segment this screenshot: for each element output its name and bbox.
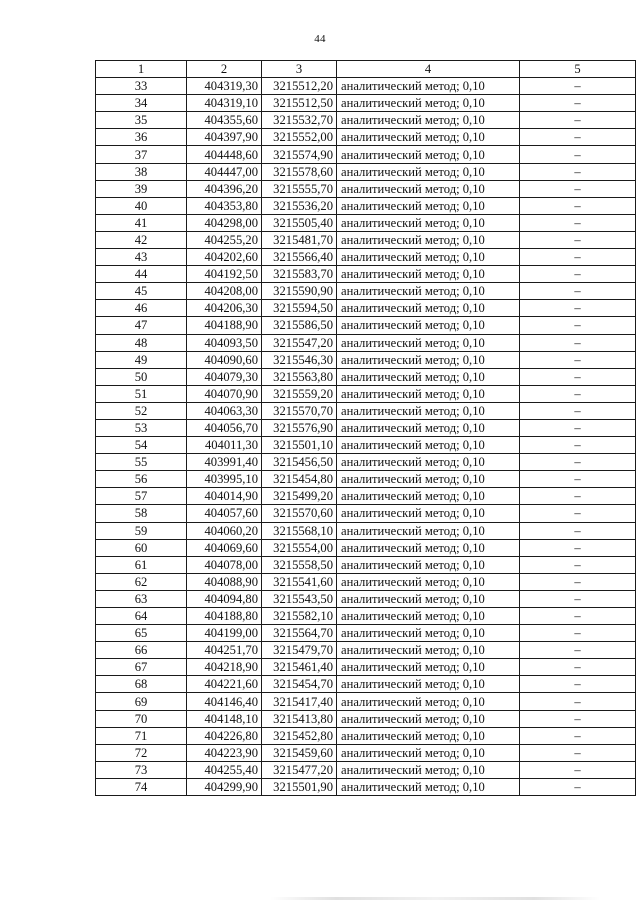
point-number-cell: 62 [96,573,187,590]
description-cell: – [520,249,636,266]
method-cell: аналитический метод; 0,10 [337,351,520,368]
description-cell: – [520,659,636,676]
y-coordinate-cell: 3215505,40 [262,214,337,231]
point-number-cell: 63 [96,590,187,607]
method-cell: аналитический метод; 0,10 [337,625,520,642]
table-row [96,300,636,317]
y-coordinate-cell: 3215541,60 [262,573,337,590]
method-cell: аналитический метод; 0,10 [337,539,520,556]
description-cell: – [520,488,636,505]
point-number-cell: 35 [96,112,187,129]
method-cell: аналитический метод; 0,10 [337,727,520,744]
y-coordinate-cell: 3215456,50 [262,454,337,471]
table-row [96,266,636,283]
x-coordinate-cell: 404070,90 [187,385,262,402]
description-cell: – [520,78,636,95]
table-row [96,522,636,539]
header-cell-description: 5 [520,61,636,78]
point-number-cell: 45 [96,283,187,300]
x-coordinate-cell: 404056,70 [187,419,262,436]
point-number-cell: 50 [96,368,187,385]
x-coordinate-cell: 404094,80 [187,590,262,607]
description-cell: – [520,608,636,625]
table-row [96,163,636,180]
table-row [96,334,636,351]
point-number-cell: 73 [96,761,187,778]
y-coordinate-cell: 3215454,80 [262,471,337,488]
scan-artifact [270,897,600,900]
x-coordinate-cell: 404014,90 [187,488,262,505]
description-cell: – [520,556,636,573]
table-row [96,744,636,761]
method-cell: аналитический метод; 0,10 [337,659,520,676]
point-number-cell: 46 [96,300,187,317]
y-coordinate-cell: 3215413,80 [262,710,337,727]
table-row [96,590,636,607]
description-cell: – [520,334,636,351]
description-cell: – [520,368,636,385]
x-coordinate-cell: 404298,00 [187,214,262,231]
table-row [96,454,636,471]
point-number-cell: 40 [96,197,187,214]
point-number-cell: 68 [96,676,187,693]
description-cell: – [520,300,636,317]
x-coordinate-cell: 404206,30 [187,300,262,317]
method-cell: аналитический метод; 0,10 [337,608,520,625]
header-cell-point-number: 1 [96,61,187,78]
y-coordinate-cell: 3215479,70 [262,642,337,659]
point-number-cell: 65 [96,625,187,642]
x-coordinate-cell: 404221,60 [187,676,262,693]
point-number-cell: 49 [96,351,187,368]
header-row [96,61,636,78]
y-coordinate-cell: 3215578,60 [262,163,337,180]
point-number-cell: 64 [96,608,187,625]
y-coordinate-cell: 3215552,00 [262,129,337,146]
x-coordinate-cell: 404226,80 [187,727,262,744]
description-cell: – [520,505,636,522]
description-cell: – [520,761,636,778]
description-cell: – [520,419,636,436]
x-coordinate-cell: 404079,30 [187,368,262,385]
method-cell: аналитический метод; 0,10 [337,231,520,248]
description-cell: – [520,283,636,300]
y-coordinate-cell: 3215512,20 [262,78,337,95]
table-row [96,95,636,112]
description-cell: – [520,231,636,248]
point-number-cell: 42 [96,231,187,248]
header-cell-method: 4 [337,61,520,78]
y-coordinate-cell: 3215477,20 [262,761,337,778]
x-coordinate-cell: 404090,60 [187,351,262,368]
x-coordinate-cell: 404223,90 [187,744,262,761]
point-number-cell: 69 [96,693,187,710]
x-coordinate-cell: 404396,20 [187,180,262,197]
table-row [96,471,636,488]
table-row [96,659,636,676]
method-cell: аналитический метод; 0,10 [337,522,520,539]
y-coordinate-cell: 3215417,40 [262,693,337,710]
table-row [96,129,636,146]
description-cell: – [520,112,636,129]
y-coordinate-cell: 3215563,80 [262,368,337,385]
method-cell: аналитический метод; 0,10 [337,180,520,197]
y-coordinate-cell: 3215586,50 [262,317,337,334]
x-coordinate-cell: 404208,00 [187,283,262,300]
point-number-cell: 43 [96,249,187,266]
point-number-cell: 56 [96,471,187,488]
point-number-cell: 52 [96,402,187,419]
table-row [96,283,636,300]
method-cell: аналитический метод; 0,10 [337,778,520,795]
x-coordinate-cell: 404251,70 [187,642,262,659]
description-cell: – [520,197,636,214]
point-number-cell: 67 [96,659,187,676]
description-cell: – [520,95,636,112]
point-number-cell: 34 [96,95,187,112]
method-cell: аналитический метод; 0,10 [337,197,520,214]
point-number-cell: 53 [96,419,187,436]
x-coordinate-cell: 404448,60 [187,146,262,163]
method-cell: аналитический метод; 0,10 [337,437,520,454]
point-number-cell: 74 [96,778,187,795]
description-cell: – [520,710,636,727]
header-cell-x-coordinate: 2 [187,61,262,78]
x-coordinate-cell: 404353,80 [187,197,262,214]
method-cell: аналитический метод; 0,10 [337,129,520,146]
x-coordinate-cell: 404299,90 [187,778,262,795]
x-coordinate-cell: 403995,10 [187,471,262,488]
point-number-cell: 54 [96,437,187,454]
method-cell: аналитический метод; 0,10 [337,693,520,710]
description-cell: – [520,146,636,163]
header-cell-y-coordinate: 3 [262,61,337,78]
method-cell: аналитический метод; 0,10 [337,317,520,334]
y-coordinate-cell: 3215570,70 [262,402,337,419]
point-number-cell: 59 [96,522,187,539]
x-coordinate-cell: 404011,30 [187,437,262,454]
method-cell: аналитический метод; 0,10 [337,710,520,727]
x-coordinate-cell: 404069,60 [187,539,262,556]
coordinates-table [95,60,636,796]
point-number-cell: 60 [96,539,187,556]
table-row [96,197,636,214]
y-coordinate-cell: 3215554,00 [262,539,337,556]
method-cell: аналитический метод; 0,10 [337,471,520,488]
description-cell: – [520,471,636,488]
y-coordinate-cell: 3215547,20 [262,334,337,351]
method-cell: аналитический метод; 0,10 [337,488,520,505]
method-cell: аналитический метод; 0,10 [337,573,520,590]
y-coordinate-cell: 3215566,40 [262,249,337,266]
table-row [96,112,636,129]
description-cell: – [520,317,636,334]
description-cell: – [520,744,636,761]
method-cell: аналитический метод; 0,10 [337,334,520,351]
method-cell: аналитический метод; 0,10 [337,163,520,180]
x-coordinate-cell: 404255,20 [187,231,262,248]
y-coordinate-cell: 3215564,70 [262,625,337,642]
description-cell: – [520,129,636,146]
x-coordinate-cell: 404192,50 [187,266,262,283]
x-coordinate-cell: 404060,20 [187,522,262,539]
y-coordinate-cell: 3215543,50 [262,590,337,607]
point-number-cell: 57 [96,488,187,505]
description-cell: – [520,778,636,795]
table-row [96,231,636,248]
description-cell: – [520,590,636,607]
table-row [96,385,636,402]
method-cell: аналитический метод; 0,10 [337,385,520,402]
x-coordinate-cell: 404148,10 [187,710,262,727]
table-row [96,727,636,744]
description-cell: – [520,385,636,402]
method-cell: аналитический метод; 0,10 [337,556,520,573]
method-cell: аналитический метод; 0,10 [337,642,520,659]
table-row [96,676,636,693]
y-coordinate-cell: 3215574,90 [262,146,337,163]
method-cell: аналитический метод; 0,10 [337,283,520,300]
table-row [96,778,636,795]
method-cell: аналитический метод; 0,10 [337,368,520,385]
y-coordinate-cell: 3215558,50 [262,556,337,573]
description-cell: – [520,676,636,693]
table-row [96,78,636,95]
method-cell: аналитический метод; 0,10 [337,454,520,471]
point-number-cell: 33 [96,78,187,95]
point-number-cell: 47 [96,317,187,334]
y-coordinate-cell: 3215481,70 [262,231,337,248]
x-coordinate-cell: 404188,80 [187,608,262,625]
table-row [96,642,636,659]
point-number-cell: 44 [96,266,187,283]
method-cell: аналитический метод; 0,10 [337,590,520,607]
table-row [96,180,636,197]
method-cell: аналитический метод; 0,10 [337,744,520,761]
method-cell: аналитический метод; 0,10 [337,300,520,317]
x-coordinate-cell: 404355,60 [187,112,262,129]
x-coordinate-cell: 404078,00 [187,556,262,573]
page-number: 44 [314,33,326,45]
method-cell: аналитический метод; 0,10 [337,146,520,163]
method-cell: аналитический метод; 0,10 [337,419,520,436]
point-number-cell: 58 [96,505,187,522]
method-cell: аналитический метод; 0,10 [337,95,520,112]
table-row [96,625,636,642]
table-row [96,249,636,266]
x-coordinate-cell: 404447,00 [187,163,262,180]
y-coordinate-cell: 3215461,40 [262,659,337,676]
point-number-cell: 48 [96,334,187,351]
x-coordinate-cell: 404063,30 [187,402,262,419]
table-row [96,488,636,505]
method-cell: аналитический метод; 0,10 [337,676,520,693]
table-header [96,61,636,78]
method-cell: аналитический метод; 0,10 [337,266,520,283]
table-row [96,146,636,163]
point-number-cell: 70 [96,710,187,727]
table-body [96,78,636,796]
y-coordinate-cell: 3215582,10 [262,608,337,625]
y-coordinate-cell: 3215576,90 [262,419,337,436]
point-number-cell: 37 [96,146,187,163]
y-coordinate-cell: 3215452,80 [262,727,337,744]
table-row [96,693,636,710]
point-number-cell: 51 [96,385,187,402]
table-row [96,556,636,573]
table-row [96,710,636,727]
x-coordinate-cell: 404218,90 [187,659,262,676]
description-cell: – [520,454,636,471]
table-row [96,608,636,625]
x-coordinate-cell: 404088,90 [187,573,262,590]
y-coordinate-cell: 3215499,20 [262,488,337,505]
description-cell: – [520,266,636,283]
description-cell: – [520,625,636,642]
point-number-cell: 39 [96,180,187,197]
method-cell: аналитический метод; 0,10 [337,78,520,95]
table-row [96,437,636,454]
point-number-cell: 61 [96,556,187,573]
method-cell: аналитический метод; 0,10 [337,214,520,231]
table-row [96,539,636,556]
description-cell: – [520,727,636,744]
method-cell: аналитический метод; 0,10 [337,112,520,129]
table-row [96,573,636,590]
x-coordinate-cell: 404319,10 [187,95,262,112]
x-coordinate-cell: 404255,40 [187,761,262,778]
y-coordinate-cell: 3215501,90 [262,778,337,795]
table-row [96,351,636,368]
y-coordinate-cell: 3215594,50 [262,300,337,317]
description-cell: – [520,539,636,556]
description-cell: – [520,522,636,539]
point-number-cell: 55 [96,454,187,471]
point-number-cell: 72 [96,744,187,761]
x-coordinate-cell: 404146,40 [187,693,262,710]
description-cell: – [520,693,636,710]
x-coordinate-cell: 404397,90 [187,129,262,146]
table-row [96,214,636,231]
table-row [96,419,636,436]
y-coordinate-cell: 3215454,70 [262,676,337,693]
x-coordinate-cell: 404188,90 [187,317,262,334]
description-cell: – [520,402,636,419]
description-cell: – [520,573,636,590]
table-row [96,402,636,419]
y-coordinate-cell: 3215570,60 [262,505,337,522]
y-coordinate-cell: 3215559,20 [262,385,337,402]
x-coordinate-cell: 404057,60 [187,505,262,522]
method-cell: аналитический метод; 0,10 [337,761,520,778]
description-cell: – [520,180,636,197]
description-cell: – [520,214,636,231]
table-row [96,368,636,385]
y-coordinate-cell: 3215501,10 [262,437,337,454]
point-number-cell: 66 [96,642,187,659]
y-coordinate-cell: 3215590,90 [262,283,337,300]
point-number-cell: 71 [96,727,187,744]
x-coordinate-cell: 404319,30 [187,78,262,95]
y-coordinate-cell: 3215555,70 [262,180,337,197]
x-coordinate-cell: 403991,40 [187,454,262,471]
y-coordinate-cell: 3215583,70 [262,266,337,283]
point-number-cell: 41 [96,214,187,231]
method-cell: аналитический метод; 0,10 [337,402,520,419]
point-number-cell: 38 [96,163,187,180]
description-cell: – [520,642,636,659]
method-cell: аналитический метод; 0,10 [337,249,520,266]
y-coordinate-cell: 3215532,70 [262,112,337,129]
table-row [96,505,636,522]
y-coordinate-cell: 3215568,10 [262,522,337,539]
description-cell: – [520,351,636,368]
description-cell: – [520,437,636,454]
point-number-cell: 36 [96,129,187,146]
table-row [96,761,636,778]
x-coordinate-cell: 404202,60 [187,249,262,266]
y-coordinate-cell: 3215536,20 [262,197,337,214]
y-coordinate-cell: 3215546,30 [262,351,337,368]
x-coordinate-cell: 404093,50 [187,334,262,351]
table-row [96,317,636,334]
x-coordinate-cell: 404199,00 [187,625,262,642]
method-cell: аналитический метод; 0,10 [337,505,520,522]
y-coordinate-cell: 3215512,50 [262,95,337,112]
description-cell: – [520,163,636,180]
y-coordinate-cell: 3215459,60 [262,744,337,761]
